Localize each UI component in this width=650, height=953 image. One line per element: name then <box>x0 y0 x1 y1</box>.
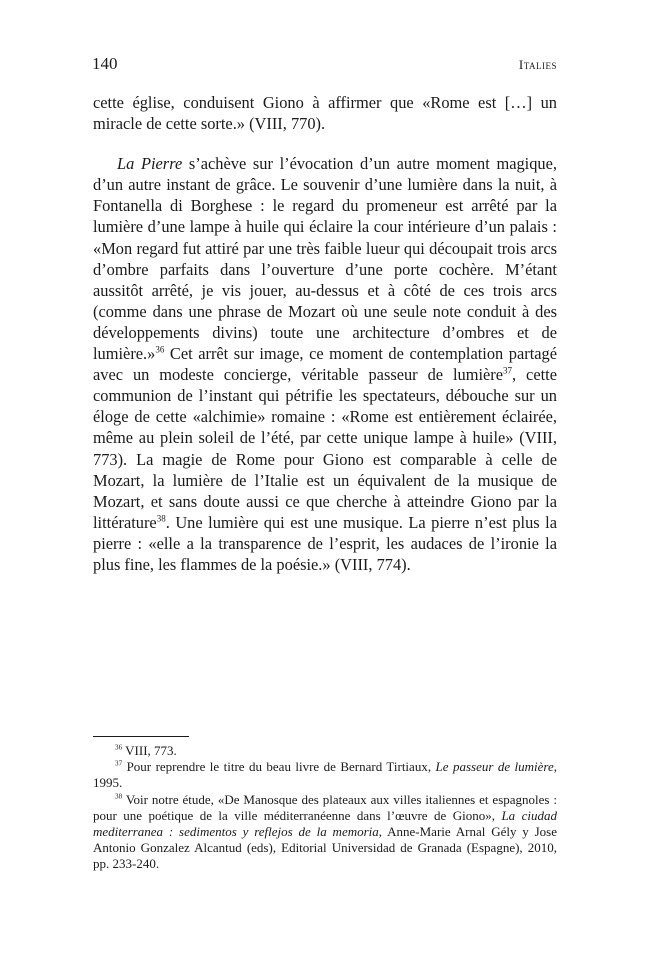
note-reference-36[interactable]: 36 <box>155 344 165 355</box>
footnote-rule <box>93 736 189 737</box>
footnotes <box>93 743 557 873</box>
footnote-38 <box>93 792 557 873</box>
paragraph-2 <box>93 153 557 575</box>
footnote-36 <box>93 743 557 759</box>
footnote-37-title: Le passeur de lumière <box>435 759 554 775</box>
paragraph-1: cette église, conduisent Giono à affirmer que «Rome est […] un miracle de cette sorte.» (VIII, 770). <box>93 93 557 134</box>
running-head: Italies <box>518 57 557 72</box>
footnote-number-38: 38 <box>115 792 123 801</box>
note-reference-38[interactable]: 38 <box>156 513 166 524</box>
body-text <box>93 92 557 575</box>
footnote-36-text: VIII, 773. <box>122 743 177 758</box>
paragraph-2-text-b: Cet arrêt sur image, ce moment de contemplation partagé avec un modeste concierge, véritable passeur de lumière <box>93 344 557 385</box>
book-title-la-pierre: La Pierre <box>117 154 183 174</box>
footnote-37-text: Pour reprendre le titre du beau livre de Bernard Tirtiaux, <box>122 759 436 775</box>
footnote-37 <box>93 759 557 791</box>
page-number: 140 <box>92 54 118 73</box>
footnote-38-text: Voir notre étude, «De Manosque des plateaux aux villes italiennes et espagnoles : pour une poétique de la ville méditerranéenne dans l’œuvre de Giono», <box>93 791 557 823</box>
footnote-37-end: , 1995. <box>93 759 558 791</box>
footnote-38-end: , Anne-Marie Arnal Gély y Jose Antonio Gonzalez Alcantud (eds), Editorial Universidad de Granada (Espagne), 2010, pp. 233-240. <box>93 824 557 872</box>
paragraph-2-text-d: . Une lumière qui est une musique. La pierre n’est plus la pierre : «elle a la transparence de l’esprit, les audaces de l’ironie la plus fine, les flammes de la poésie.» (VIII, 774). <box>93 512 557 574</box>
note-reference-37[interactable]: 37 <box>503 365 513 376</box>
footnote-number-36: 36 <box>115 743 123 752</box>
footnote-38-title: La ciudad mediterranea : sedimentos y reflejos de la memoria <box>93 807 557 840</box>
footnote-number-37: 37 <box>115 759 123 768</box>
paragraph-2-text-a: s’achève sur l’évocation d’un autre moment magique, d’un autre instant de grâce. Le souvenir d’une lumière dans la nuit, à Fontanella di Borghese : le regard du promeneur est arrêté par la lumière d’une lampe à huile qui éclaire la cour intérieure d’un palais : «Mon regard fut attiré par une très faible lueur qui découpait trois arcs d’ombre parfaits dans l’ouverture d’une porte cochère. M’étant aussitôt arrêté, je vis jouer, au-dessus et à côté de ces trois arcs (comme dans une phrase de Mozart où une seule note conduit à des développements divins) toute une architecture d’ombres et de lumière.» <box>93 154 557 364</box>
paragraph-2-text-c: , cette communion de l’instant qui pétrifie les spectateurs, débouche sur un éloge de cette «alchimie» romaine : «Rome est entièrement éclairée, même au plein soleil de l’été, par cette unique lampe à huile» (VIII, 773). La magie de Rome pour Giono est comparable à celle de Mozart, la lumière de l’Italie est un équivalent de la musique de Mozart, et sans doute aussi ce que cherche à atteindre Giono par la littérature <box>93 365 557 532</box>
